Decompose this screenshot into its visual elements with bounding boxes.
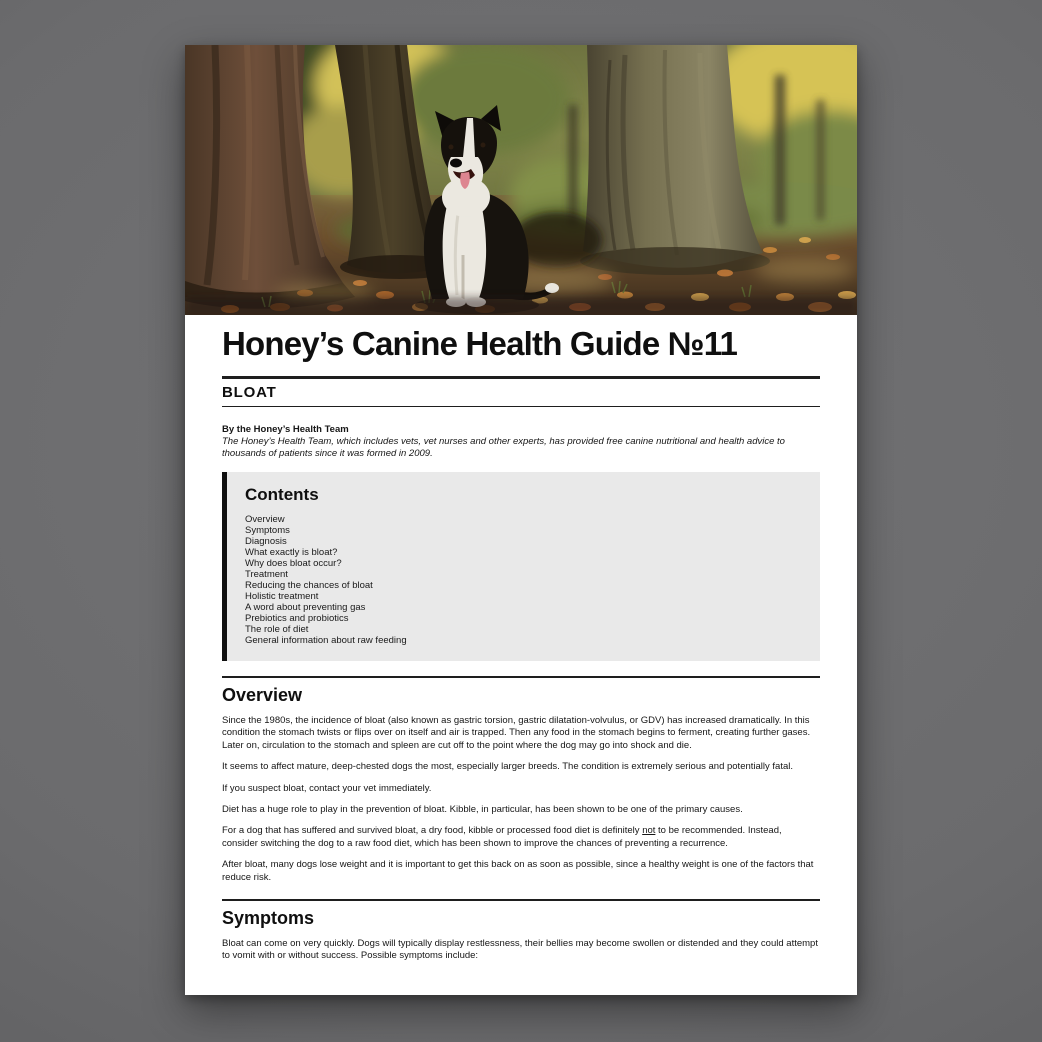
section-divider	[222, 899, 820, 901]
contents-item-symptoms: Symptoms	[245, 525, 290, 536]
header-photo	[185, 45, 857, 315]
paragraph: If you suspect bloat, contact your vet immediately.	[222, 782, 432, 794]
contents-item-treatment: Treatment	[245, 569, 288, 580]
contents-list	[245, 514, 802, 646]
contents-item-holistic-treatment: Holistic treatment	[245, 591, 319, 602]
contents-item-raw-feeding: General information about raw feeding	[245, 635, 407, 646]
divider-light	[222, 406, 820, 407]
paragraph: It seems to affect mature, deep-chested dogs the most, especially larger breeds. The condition is extremely serious and potentially fatal.	[222, 761, 794, 773]
emphasis-before: For a dog that has suffered and survived bloat, a dry food, kibble or processed food diet is definitely	[222, 825, 643, 837]
emphasis-underlined-word: not	[642, 825, 656, 837]
paragraph: Diet has a huge role to play in the prevention of bloat. Kibble, in particular, has been shown to be one of the primary causes.	[222, 804, 743, 816]
contents-item-what-exactly-is-bloat: What exactly is bloat?	[245, 547, 338, 558]
section-heading-overview: Overview	[222, 685, 303, 705]
contents-item-overview: Overview	[245, 514, 285, 525]
contents-item-why-does-bloat-occur: Why does bloat occur?	[245, 558, 342, 569]
contents-item-diagnosis: Diagnosis	[245, 536, 287, 547]
section-heading-symptoms: Symptoms	[222, 908, 315, 929]
section-symptoms	[222, 899, 820, 963]
contents-item-role-of-diet: The role of diet	[245, 624, 309, 635]
byline-author: By the Honey’s Health Team	[222, 424, 349, 435]
paragraph-with-emphasis	[222, 825, 820, 850]
contents-item-prebiotics-probiotics: Prebiotics and probiotics	[245, 613, 349, 624]
paragraph: Bloat can come on very quickly. Dogs will typically display restlessness, their bellies may become swollen or distended and they could attempt to vomit with or without success. Possible symptoms include:	[222, 938, 818, 962]
contents-item-preventing-gas: A word about preventing gas	[245, 602, 366, 613]
page-subtitle: BLOAT	[222, 384, 277, 401]
document-page	[185, 45, 857, 995]
contents-box	[222, 472, 820, 661]
paragraph: After bloat, many dogs lose weight and it is important to get this back on as soon as possible, since a healthy weight is one of the factors that reduce risk.	[222, 859, 814, 883]
byline	[222, 424, 820, 460]
section-divider	[222, 676, 820, 678]
paragraph: Since the 1980s, the incidence of bloat (also known as gastric torsion, gastric dilatation-volvulus, or GDV) has increased dramatically. In this condition the stomach twists or flips over on itself and air is trapped. Then any food in the stomach begins to ferment, creating further gases. Later on, circulation to the stomach and spleen are cut off to the point where the dog may go into shock and die.	[222, 715, 811, 751]
section-overview	[222, 676, 820, 884]
contents-item-reducing-the-chances: Reducing the chances of bloat	[245, 580, 373, 591]
document-body	[185, 325, 857, 963]
divider-heavy	[222, 376, 820, 379]
contents-title: Contents	[245, 485, 319, 504]
byline-description: The Honey’s Health Team, which includes vets, vet nurses and other experts, has provided free canine nutritional and health advice to thousands of patients since it was formed in 2009.	[222, 436, 785, 459]
page-title: Honey’s Canine Health Guide №11	[222, 325, 738, 362]
emphasis-after: to be recommended. Instead, consider switching the dog to a raw food diet, which has been shown to improve the chances of preventing a recurrence.	[222, 825, 782, 849]
